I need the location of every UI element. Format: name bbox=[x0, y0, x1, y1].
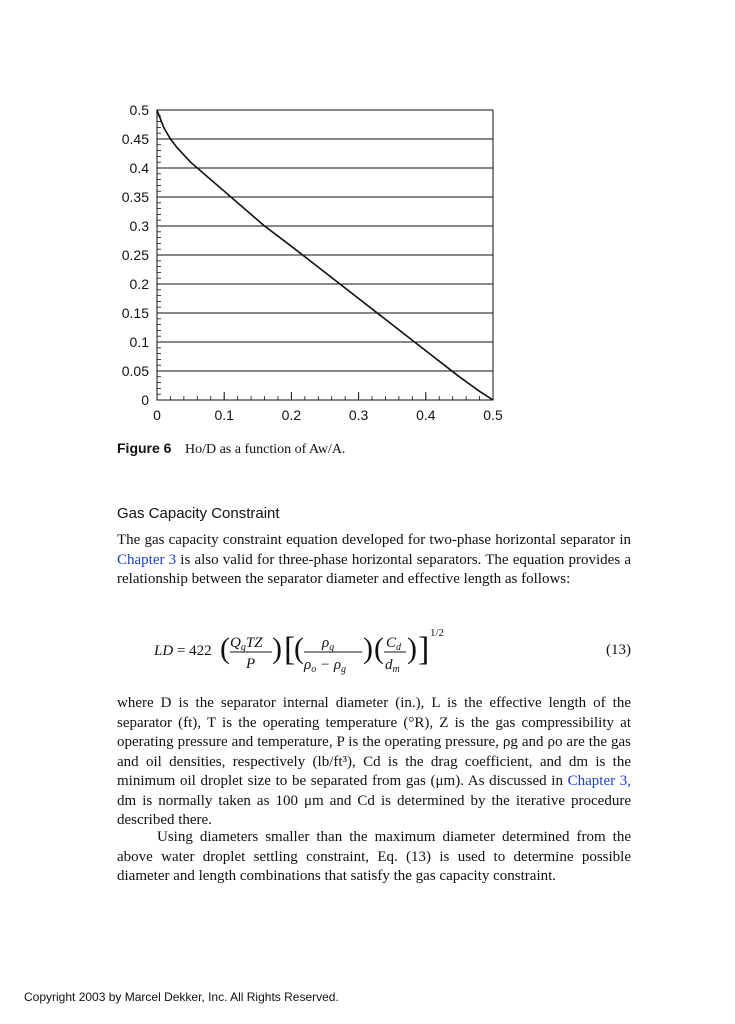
copyright-footer: Copyright 2003 by Marcel Dekker, Inc. All Rights Reserved. bbox=[24, 990, 339, 1004]
y-tick-label: 0.4 bbox=[129, 160, 149, 176]
figure-caption bbox=[117, 440, 345, 458]
svg-text:QgTZ: $Q_gTZ$ bbox=[230, 635, 263, 653]
y-tick-label: 0.35 bbox=[121, 189, 149, 205]
y-tick-label: 0.05 bbox=[121, 363, 149, 379]
svg-text:): ) bbox=[407, 632, 417, 665]
x-tick-label: 0.5 bbox=[483, 407, 503, 423]
x-axis-ticks bbox=[153, 392, 503, 423]
svg-text:]: ] bbox=[418, 631, 430, 668]
svg-text:P: P bbox=[246, 656, 256, 672]
y-tick-label: 0.1 bbox=[129, 334, 149, 350]
paragraph-2: where D is the separator internal diameter (in.), L is the effective length of the separator (ft), T is the operating temperature (°R), Z is the gas compressibility at operating pressure and temperature, P is the operating pressure, ρg and ρo are the gas and oil densities, respectively (lb/ft³), Cd is the drag coefficient, and dm is the minimum oil droplet size to be separated from gas (μm). As discussed in Chapter 3, dm is normally taken as 100 μm and Cd is determined by the iterative procedure described there. bbox=[117, 695, 632, 828]
x-tick-label: 0.4 bbox=[416, 407, 436, 423]
paragraph-3: Using diameters smaller than the maximum diameter determined from the above water droplet settling constraint, Eq. (13) is used to determine possible diameter and length combinations that satisfy the gas capacity constraint. bbox=[117, 829, 631, 884]
paragraph-1: The gas capacity constraint equation developed for two-phase horizontal separator in Chapter 3 is also valid for three-phase horizontal separators. The equation provides a relationship between the separator diameter and effective length as follows: bbox=[117, 532, 631, 587]
svg-text:ρo − ρg: $\rho_o - \rho_g$ bbox=[304, 657, 347, 675]
svg-text:[: [ bbox=[284, 631, 296, 668]
y-axis-ticks bbox=[122, 102, 161, 408]
chapter-3-link[interactable]: Chapter 3 bbox=[117, 551, 177, 568]
svg-text:dm: $d_m$ bbox=[385, 657, 400, 675]
y-tick-label: 0.25 bbox=[121, 247, 149, 263]
section-heading: Gas Capacity Constraint bbox=[117, 505, 280, 522]
x-tick-label: 0.2 bbox=[281, 407, 302, 423]
equation-formula bbox=[154, 622, 464, 680]
x-tick-label: 0 bbox=[153, 407, 161, 423]
y-tick-label: 0.2 bbox=[129, 276, 149, 292]
x-tick-label: 0.3 bbox=[348, 407, 369, 423]
svg-text:(: ( bbox=[374, 632, 384, 665]
figure-caption-text: Ho/D as a function of Aw/A. bbox=[184, 442, 346, 457]
figure-label: Figure 6 bbox=[117, 440, 172, 456]
svg-text:(: ( bbox=[294, 632, 304, 665]
y-tick-label: 0.15 bbox=[121, 305, 149, 321]
y-tick-label: 0.45 bbox=[121, 131, 149, 147]
svg-text:LD = 422: LD = 422 bbox=[154, 643, 212, 659]
y-tick-label: 0 bbox=[141, 392, 149, 408]
y-tick-label: 0.5 bbox=[129, 102, 149, 118]
grid-lines bbox=[157, 139, 493, 371]
svg-text:ρg: $\rho_g$ bbox=[322, 635, 335, 653]
svg-text:): ) bbox=[363, 632, 373, 665]
y-tick-label: 0.3 bbox=[129, 218, 149, 234]
svg-text:Cd: $C_d$ bbox=[386, 635, 402, 653]
svg-text:1/2: 1/2 bbox=[430, 627, 445, 639]
equation-13 bbox=[117, 622, 631, 680]
svg-text:(: ( bbox=[220, 632, 230, 665]
svg-text:): ) bbox=[272, 632, 282, 665]
equation-number: (13) bbox=[606, 642, 631, 658]
ho-d-chart bbox=[100, 98, 520, 428]
chapter-3-link-2[interactable]: Chapter 3, bbox=[567, 773, 632, 789]
x-tick-label: 0.1 bbox=[214, 407, 234, 423]
